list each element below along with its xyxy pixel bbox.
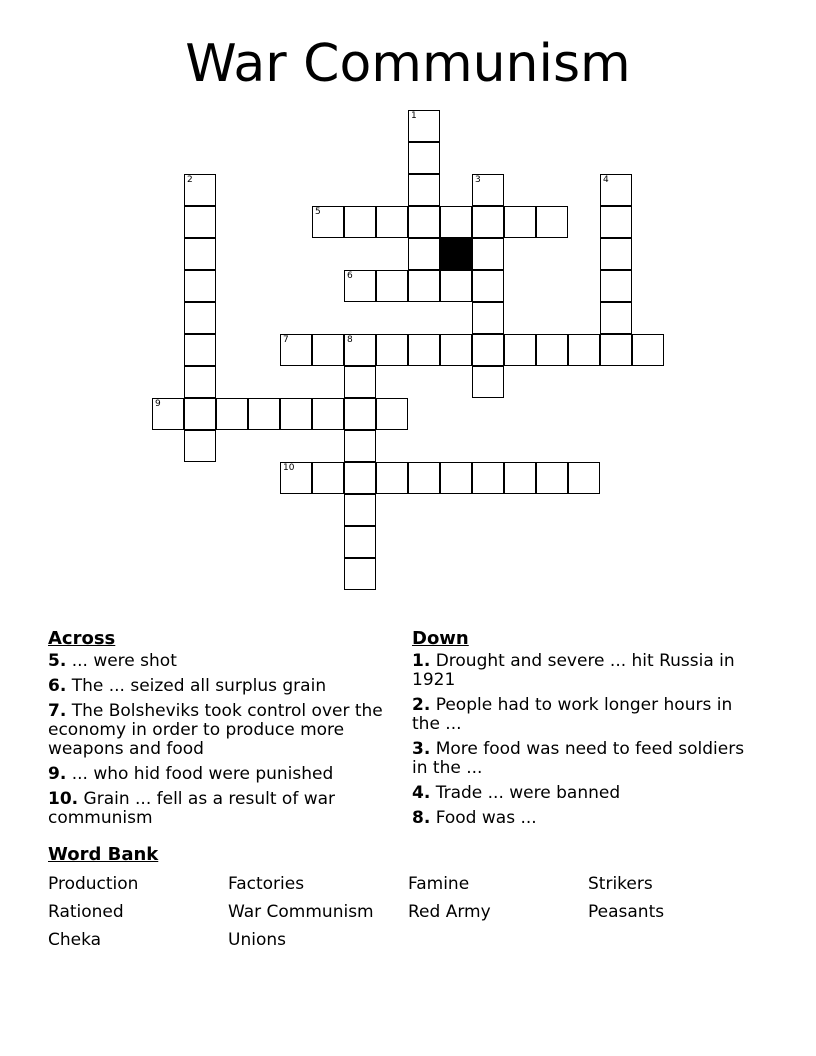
grid-cell[interactable] (376, 398, 408, 430)
grid-cell[interactable] (408, 462, 440, 494)
clue-down-8: 8. Food was ... (412, 808, 537, 828)
clue-down-4: 4. Trade ... were banned (412, 783, 621, 803)
grid-cell[interactable] (600, 206, 632, 238)
cell-number: 7 (283, 335, 289, 345)
clue-across-10: 10. Grain ... fell as a result of war communism (48, 789, 336, 828)
grid-cell[interactable] (600, 334, 632, 366)
grid-cell[interactable] (440, 334, 472, 366)
grid-cell[interactable] (344, 206, 376, 238)
clue-down-3: 3. More food was need to feed soldiers in the ... (412, 739, 745, 778)
grid-cell[interactable] (184, 270, 216, 302)
grid-cell[interactable] (312, 334, 344, 366)
grid-cell[interactable] (344, 526, 376, 558)
clue-across-6: 6. The ... seized all surplus grain (48, 676, 327, 696)
grid-cell[interactable] (568, 462, 600, 494)
cell-number: 10 (283, 463, 295, 473)
page-title: War Communism (185, 34, 631, 94)
grid-cell[interactable] (472, 366, 504, 398)
cell-number: 3 (475, 175, 481, 185)
word-bank-item: Production (48, 874, 139, 894)
cell-number: 2 (187, 175, 193, 185)
grid-cell[interactable] (216, 398, 248, 430)
down-clues (412, 628, 752, 834)
clue-across-5: 5. ... were shot (48, 651, 177, 671)
word-bank-item: War Communism (228, 902, 374, 922)
grid-cell[interactable] (632, 334, 664, 366)
word-bank-heading: Word Bank (48, 844, 159, 865)
clue-across-7: 7. The Bolsheviks took control over the economy in order to produce more weapons and food (48, 701, 383, 759)
grid-block (440, 238, 472, 270)
grid-cell[interactable] (184, 398, 216, 430)
grid-cell[interactable] (344, 366, 376, 398)
grid-cell[interactable] (600, 302, 632, 334)
clue-down-2: 2. People had to work longer hours in the ... (412, 695, 733, 734)
grid-cell[interactable] (248, 398, 280, 430)
grid-cell[interactable] (472, 462, 504, 494)
grid-cell[interactable] (280, 462, 312, 494)
word-bank-item: Factories (228, 874, 305, 894)
grid-cell[interactable] (600, 270, 632, 302)
cell-number: 1 (411, 111, 417, 121)
word-bank-item: Rationed (48, 902, 124, 922)
grid-cell[interactable] (184, 174, 216, 206)
grid-cell[interactable] (440, 270, 472, 302)
word-bank-item: Red Army (408, 902, 491, 922)
clue-down-1: 1. Drought and severe ... hit Russia in 1921 (412, 651, 735, 690)
word-bank-item: Peasants (588, 902, 665, 922)
down-heading: Down (412, 628, 469, 649)
grid-cell[interactable] (472, 334, 504, 366)
grid-cell[interactable] (536, 462, 568, 494)
grid-cell[interactable] (536, 206, 568, 238)
grid-cell[interactable] (280, 334, 312, 366)
grid-cell[interactable] (600, 174, 632, 206)
grid-cell[interactable] (312, 462, 344, 494)
grid-cell[interactable] (184, 238, 216, 270)
word-bank-item: Unions (228, 930, 286, 950)
cell-number: 4 (603, 175, 609, 185)
grid-cell[interactable] (344, 430, 376, 462)
word-bank-item: Cheka (48, 930, 102, 950)
cell-number: 5 (315, 207, 321, 217)
grid-cell[interactable] (472, 238, 504, 270)
grid-cell[interactable] (184, 206, 216, 238)
cell-number: 6 (347, 271, 353, 281)
grid-cell[interactable] (472, 206, 504, 238)
grid-cell[interactable] (472, 174, 504, 206)
grid-cell[interactable] (344, 462, 376, 494)
grid-cell[interactable] (408, 142, 440, 174)
grid-cell[interactable] (376, 462, 408, 494)
grid-cell[interactable] (184, 334, 216, 366)
grid-cell[interactable] (408, 334, 440, 366)
grid-cell[interactable] (472, 302, 504, 334)
word-bank-item: Strikers (588, 874, 653, 894)
grid-cell[interactable] (408, 174, 440, 206)
grid-cell[interactable] (472, 270, 504, 302)
across-heading: Across (48, 628, 116, 649)
grid-cell[interactable] (408, 206, 440, 238)
grid-cell[interactable] (440, 206, 472, 238)
grid-cell[interactable] (376, 270, 408, 302)
grid-cell[interactable] (344, 334, 376, 366)
grid-cell[interactable] (184, 302, 216, 334)
grid-cell[interactable] (504, 206, 536, 238)
grid-cell[interactable] (376, 334, 408, 366)
grid-cell[interactable] (312, 206, 344, 238)
grid-cell[interactable] (184, 366, 216, 398)
grid-cell[interactable] (280, 398, 312, 430)
grid-cell[interactable] (440, 462, 472, 494)
grid-cell[interactable] (600, 238, 632, 270)
grid-cell[interactable] (376, 206, 408, 238)
cell-number: 8 (347, 335, 353, 345)
grid-cell[interactable] (344, 494, 376, 526)
grid-cell[interactable] (408, 238, 440, 270)
grid-cell[interactable] (312, 398, 344, 430)
clue-across-9: 9. ... who hid food were punished (48, 764, 334, 784)
grid-cell[interactable] (344, 558, 376, 590)
grid-cell[interactable] (184, 430, 216, 462)
grid-cell[interactable] (344, 270, 376, 302)
grid-cell[interactable] (536, 334, 568, 366)
grid-cell[interactable] (152, 398, 184, 430)
grid-cell[interactable] (408, 270, 440, 302)
cell-number: 9 (155, 399, 161, 409)
word-bank-item: Famine (408, 874, 470, 894)
grid-cell[interactable] (568, 334, 600, 366)
grid-cell[interactable] (504, 462, 536, 494)
grid-cell[interactable] (344, 398, 376, 430)
grid-cell[interactable] (504, 334, 536, 366)
grid-cell[interactable] (408, 110, 440, 142)
across-clues (48, 628, 388, 834)
